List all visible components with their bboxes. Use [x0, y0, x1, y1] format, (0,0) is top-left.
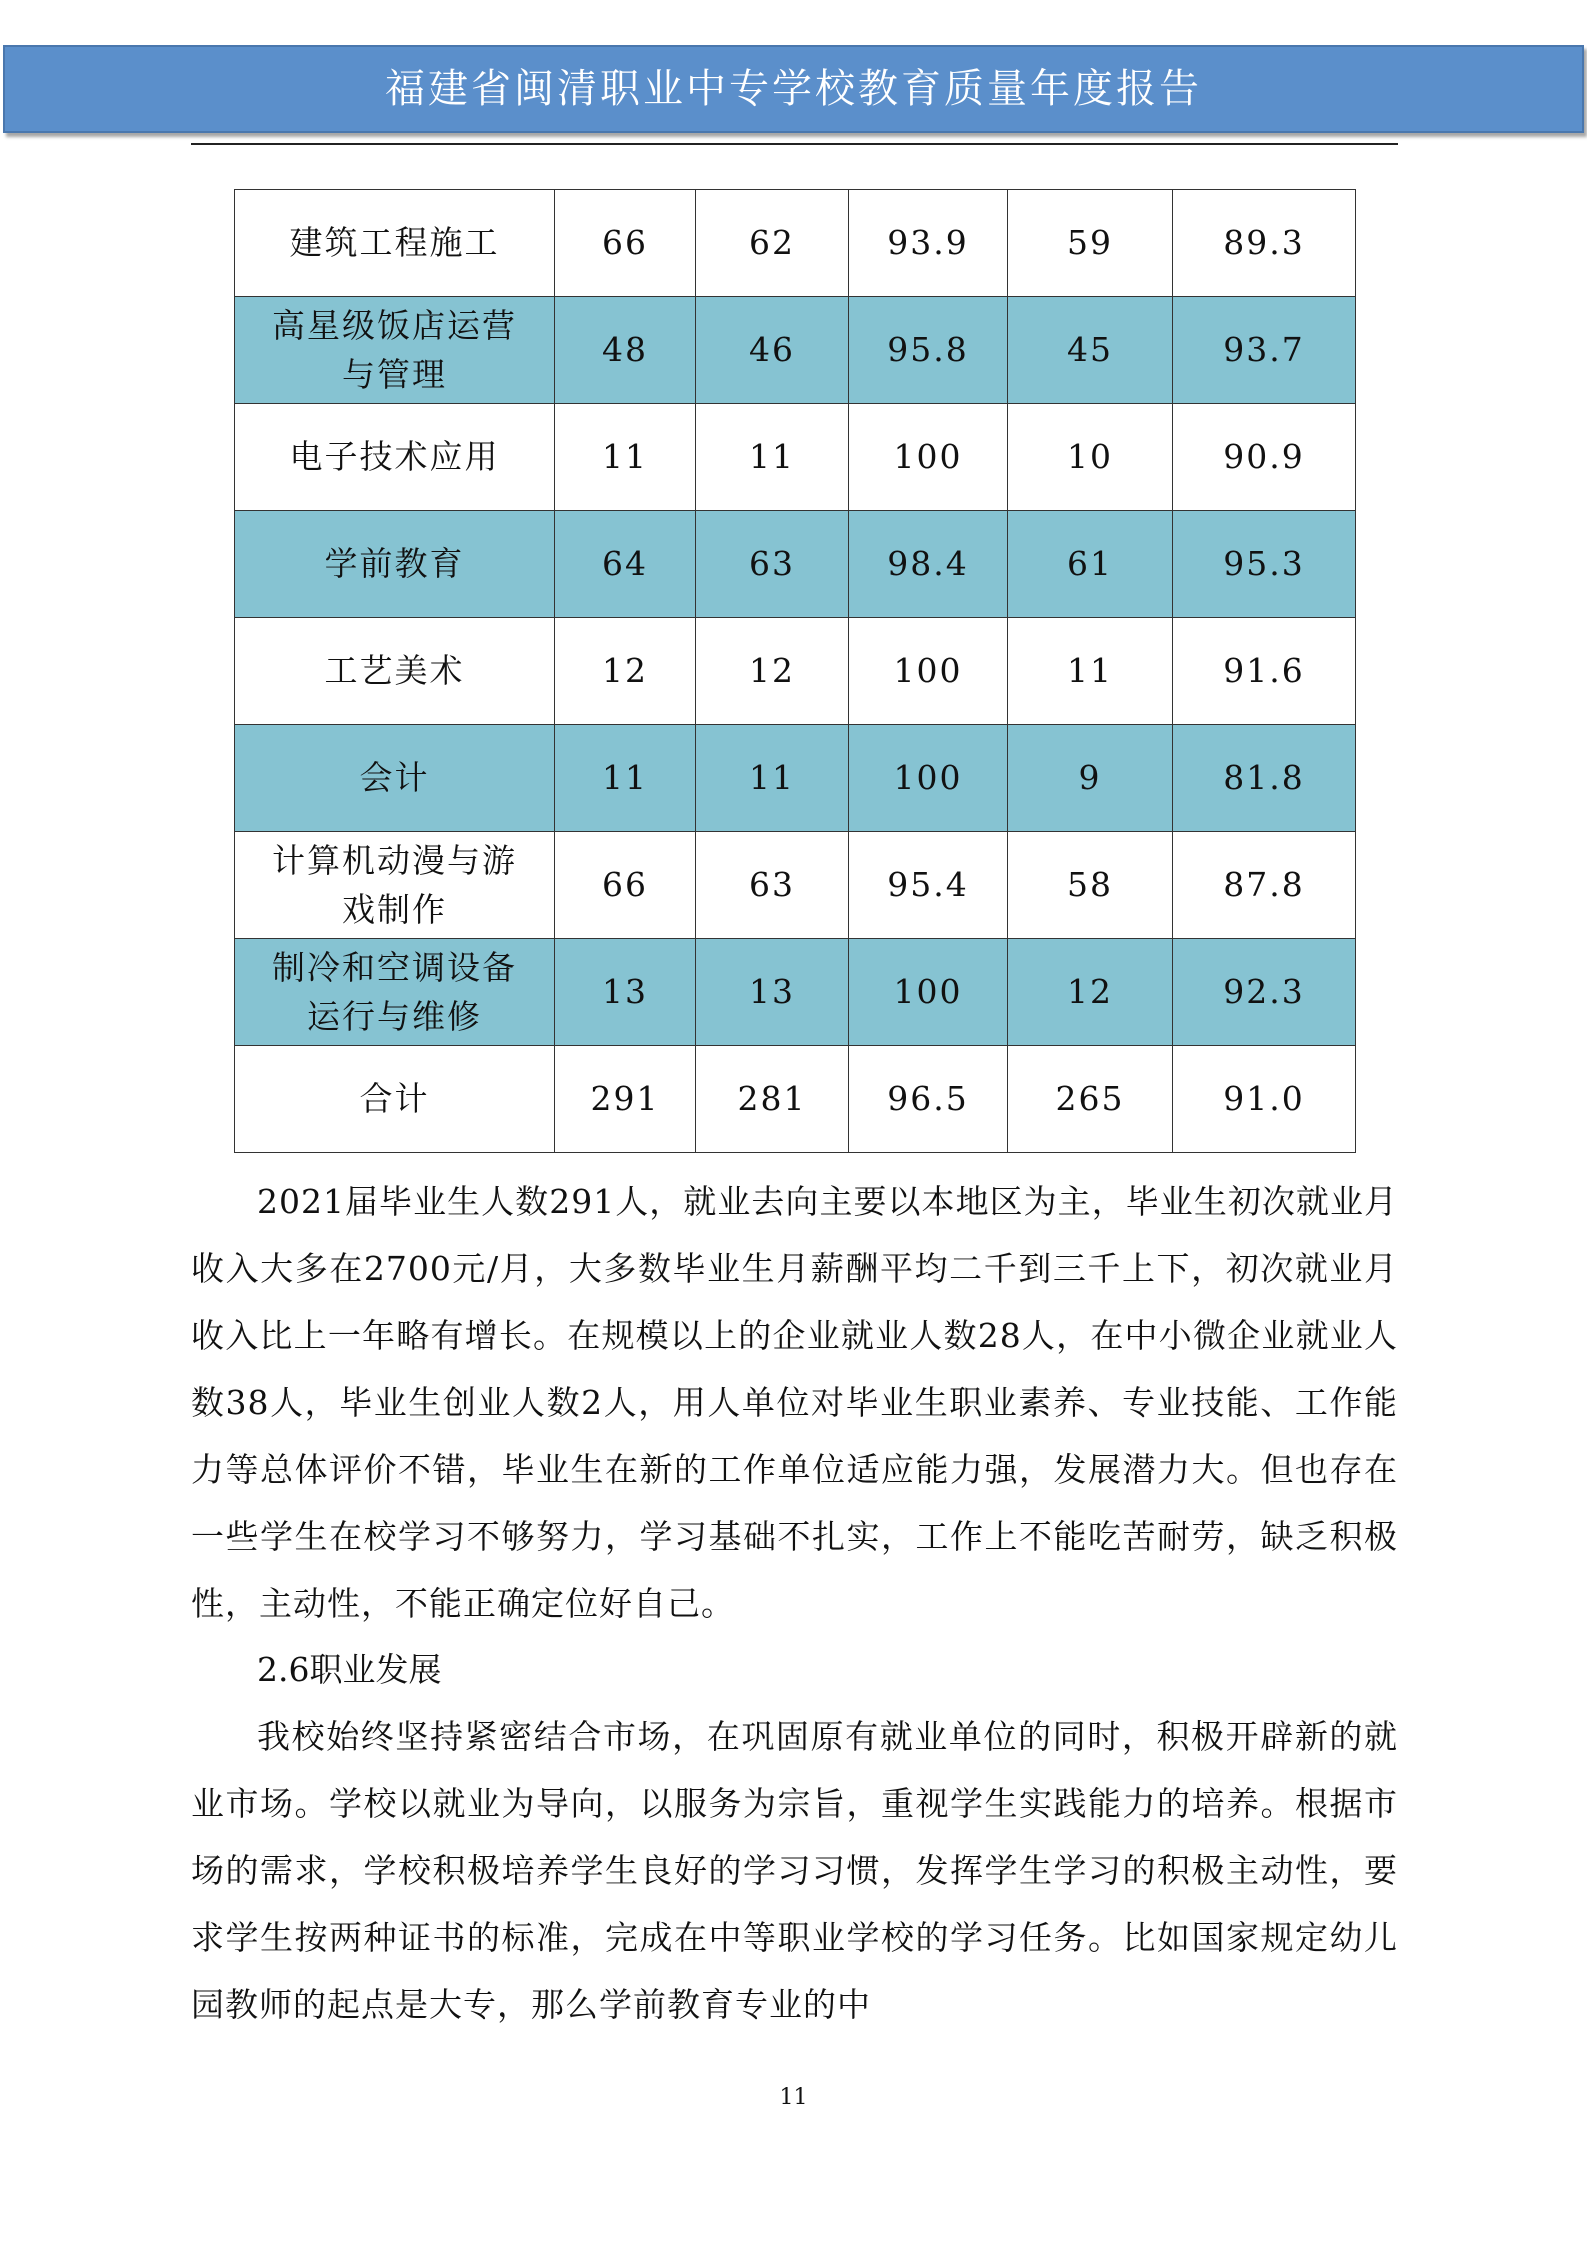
graduates-count: 12	[555, 618, 696, 725]
employment-rate: 100	[849, 725, 1008, 832]
matched-rate: 90.9	[1173, 404, 1356, 511]
graduates-count: 64	[555, 511, 696, 618]
major-name: 工艺美术	[235, 618, 555, 725]
table-row	[235, 725, 1356, 832]
graduates-count: 66	[555, 190, 696, 297]
employment-rate: 98.4	[849, 511, 1008, 618]
paragraph-career-development: 我校始终坚持紧密结合市场，在巩固原有就业单位的同时，积极开辟新的就业市场。学校以就业为导向，以服务为宗旨，重视学生实践能力的培养。根据市场的需求，学校积极培养学生良好的学习习惯，发挥学生学习的积极主动性，要求学生按两种证书的标准，完成在中等职业学校的学习任务。比如国家规定幼儿园教师的起点是大专，那么学前教育专业的中	[191, 1717, 1398, 2024]
document-title: 福建省闽清职业中专学校教育质量年度报告	[385, 66, 1202, 112]
graduates-count: 13	[555, 939, 696, 1046]
employed-count: 12	[696, 618, 849, 725]
table-row	[235, 618, 1356, 725]
matched-count: 10	[1008, 404, 1173, 511]
header-bar	[3, 45, 1584, 133]
graduates-count: 48	[555, 297, 696, 404]
table-row	[235, 190, 1356, 297]
matched-count: 265	[1008, 1046, 1173, 1153]
matched-count: 45	[1008, 297, 1173, 404]
employed-count: 13	[696, 939, 849, 1046]
employed-count: 11	[696, 725, 849, 832]
table-row	[235, 511, 1356, 618]
matched-count: 59	[1008, 190, 1173, 297]
table-row	[235, 832, 1356, 939]
matched-count: 11	[1008, 618, 1173, 725]
graduates-count: 291	[555, 1046, 696, 1153]
employment-rate: 96.5	[849, 1046, 1008, 1153]
matched-rate: 89.3	[1173, 190, 1356, 297]
employed-count: 63	[696, 511, 849, 618]
major-name: 高星级饭店运营与管理	[235, 297, 555, 404]
major-name: 计算机动漫与游戏制作	[235, 832, 555, 939]
major-name: 会计	[235, 725, 555, 832]
employment-rate: 100	[849, 939, 1008, 1046]
employment-rate: 95.4	[849, 832, 1008, 939]
major-name: 合计	[235, 1046, 555, 1153]
major-name: 建筑工程施工	[235, 190, 555, 297]
employed-count: 63	[696, 832, 849, 939]
employment-table	[234, 189, 1356, 1153]
matched-rate: 95.3	[1173, 511, 1356, 618]
employed-count: 62	[696, 190, 849, 297]
matched-rate: 87.8	[1173, 832, 1356, 939]
table-row	[235, 297, 1356, 404]
matched-count: 61	[1008, 511, 1173, 618]
matched-count: 58	[1008, 832, 1173, 939]
matched-count: 9	[1008, 725, 1173, 832]
page-number: 11	[779, 2085, 808, 2110]
employment-rate: 95.8	[849, 297, 1008, 404]
employed-count: 281	[696, 1046, 849, 1153]
employment-rate: 93.9	[849, 190, 1008, 297]
matched-rate: 91.6	[1173, 618, 1356, 725]
matched-rate: 81.8	[1173, 725, 1356, 832]
paragraph-employment-summary: 2021届毕业生人数291人，就业去向主要以本地区为主，毕业生初次就业月收入大多在2700元/月，大多数毕业生月薪酬平均二千到三千上下，初次就业月收入比上一年略有增长。在规模以上的企业就业人数28人，在中小微企业就业人数38人，毕业生创业人数2人，用人单位对毕业生职业素养、专业技能、工作能力等总体评价不错，毕业生在新的工作单位适应能力强，发展潜力大。但也存在一些学生在校学习不够努力，学习基础不扎实，工作上不能吃苦耐劳，缺乏积极性，主动性，不能正确定位好自己。	[191, 1182, 1398, 1623]
table-total-row	[235, 1046, 1356, 1153]
major-name: 制冷和空调设备运行与维修	[235, 939, 555, 1046]
matched-rate: 93.7	[1173, 297, 1356, 404]
matched-rate: 91.0	[1173, 1046, 1356, 1153]
major-name: 电子技术应用	[235, 404, 555, 511]
matched-count: 12	[1008, 939, 1173, 1046]
header-divider	[191, 143, 1398, 145]
employment-rate: 100	[849, 618, 1008, 725]
employed-count: 46	[696, 297, 849, 404]
section-heading: 2.6职业发展	[257, 1650, 442, 1689]
graduates-count: 11	[555, 404, 696, 511]
graduates-count: 66	[555, 832, 696, 939]
employment-rate: 100	[849, 404, 1008, 511]
table-row	[235, 404, 1356, 511]
major-name: 学前教育	[235, 511, 555, 618]
employed-count: 11	[696, 404, 849, 511]
graduates-count: 11	[555, 725, 696, 832]
matched-rate: 92.3	[1173, 939, 1356, 1046]
table-row	[235, 939, 1356, 1046]
